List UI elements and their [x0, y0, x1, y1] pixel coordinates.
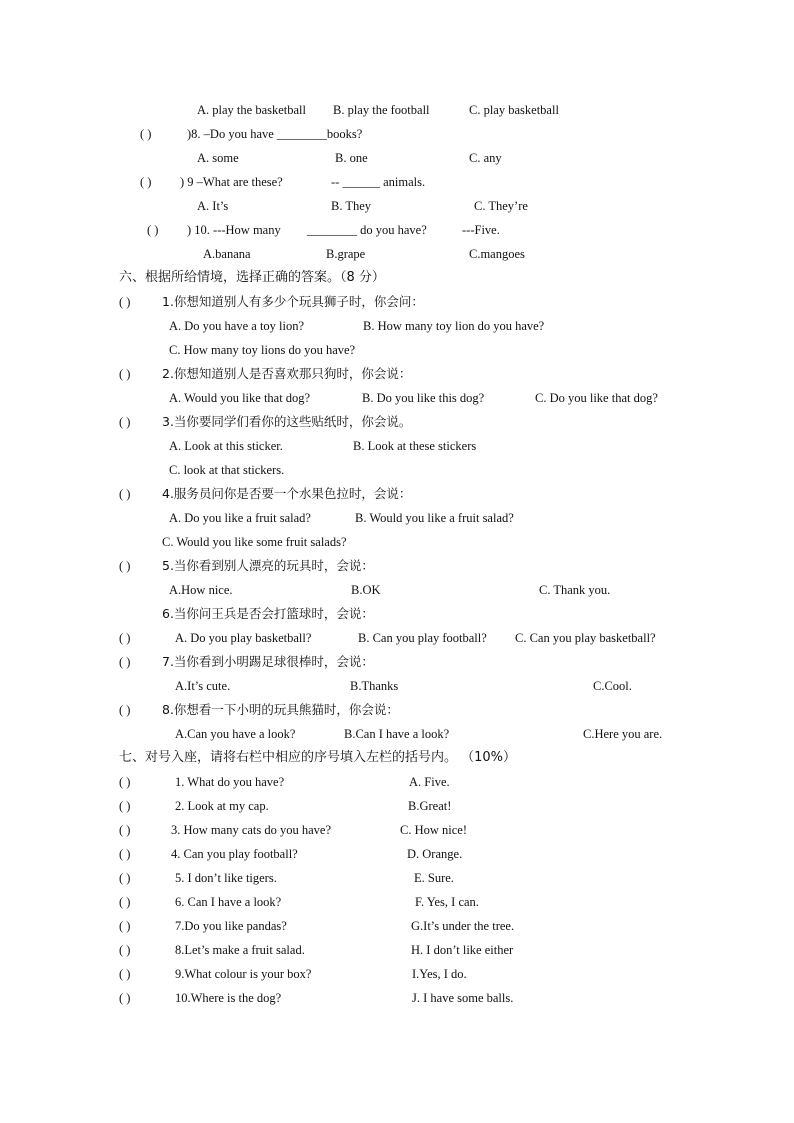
q9-option-b: B. They [331, 199, 372, 213]
part6-q7-prompt: 7.当你看到小明踢足球很棒时，会说： [162, 654, 374, 669]
part7-row1-left: 1. What do you have? [175, 775, 285, 789]
q10-stem: ) 10. ---How many [187, 223, 281, 237]
q8-option-a: A. some [197, 151, 239, 165]
part7-row3-right: C. How nice! [400, 823, 467, 837]
part7-row6-right: F. Yes, I can. [415, 895, 479, 909]
part6-q1-prompt: 1.你想知道别人有多少个玩具狮子时，你会问： [162, 294, 424, 309]
q7-option-b: B. play the football [333, 103, 430, 117]
part6-q8-prompt: 8.你想看一下小明的玩具熊猫时，你会说： [162, 702, 399, 717]
part7-row6-blank: ( ) [119, 895, 131, 909]
part7-row5-left: 5. I don’t like tigers. [175, 871, 277, 885]
part6-q2-option-c: C. Do you like that dog? [535, 391, 658, 405]
part7-row9-blank: ( ) [119, 967, 131, 981]
part7-row3-left: 3. How many cats do you have? [171, 823, 332, 837]
q9-answer-blank: ( ) [140, 175, 152, 189]
part6-q4-option-c: C. Would you like some fruit salads? [162, 535, 347, 549]
part7-row7-blank: ( ) [119, 919, 131, 933]
part7-heading: 七、对号入座，请将右栏中相应的序号填入左栏的括号内。 （10%） [119, 750, 517, 765]
part6-q5-option-a: A.How nice. [169, 583, 233, 597]
part6-q7-blank: ( ) [119, 655, 131, 669]
part6-q1-option-c: C. How many toy lions do you have? [169, 343, 356, 357]
part6-q5-option-c: C. Thank you. [539, 583, 611, 597]
part6-q1-option-a: A. Do you have a toy lion? [169, 319, 305, 333]
part7-row8-right: H. I don’t like either [411, 943, 514, 957]
part6-q7-option-a: A.It’s cute. [175, 679, 231, 693]
part7-row10-left: 10.Where is the dog? [175, 991, 282, 1005]
part6-q2-option-b: B. Do you like this dog? [362, 391, 485, 405]
part6-q4-blank: ( ) [119, 487, 131, 501]
part6-q2-option-a: A. Would you like that dog? [169, 391, 311, 405]
part6-q8-option-a: A.Can you have a look? [175, 727, 296, 741]
part6-q3-option-c: C. look at that stickers. [169, 463, 285, 477]
part6-q3-prompt: 3.当你要同学们看你的这些贴纸时，你会说。 [162, 414, 412, 429]
part7-row5-blank: ( ) [119, 871, 131, 885]
part6-q5-prompt: 5.当你看到别人漂亮的玩具时，会说： [162, 558, 374, 573]
q10-answer-blank: ( ) [147, 223, 159, 237]
q9-stem: ) 9 –What are these? [180, 175, 283, 189]
part7-row7-left: 7.Do you like pandas? [175, 919, 287, 933]
q10-stem-continued: ________ do you have? [307, 223, 427, 237]
part7-row2-blank: ( ) [119, 799, 131, 813]
part6-q4-option-a: A. Do you like a fruit salad? [169, 511, 311, 525]
part6-q6-option-b: B. Can you play football? [358, 631, 487, 645]
part7-row9-left: 9.What colour is your box? [175, 967, 312, 981]
part7-row8-blank: ( ) [119, 943, 131, 957]
part7-row9-right: I.Yes, I do. [412, 967, 467, 981]
part7-row1-blank: ( ) [119, 775, 131, 789]
q9-option-c: C. They’re [474, 199, 528, 213]
part6-q4-option-b: B. Would you like a fruit salad? [355, 511, 514, 525]
part6-q6-prompt: 6.当你问王兵是否会打篮球时，会说： [162, 606, 374, 621]
part6-q3-blank: ( ) [119, 415, 131, 429]
q10-reply: ---Five. [462, 223, 500, 237]
part6-q6-option-c: C. Can you play basketball? [515, 631, 656, 645]
part6-q6-option-a: A. Do you play basketball? [175, 631, 312, 645]
part7-row10-blank: ( ) [119, 991, 131, 1005]
part6-q2-blank: ( ) [119, 367, 131, 381]
part6-q5-blank: ( ) [119, 559, 131, 573]
part7-row2-left: 2. Look at my cap. [175, 799, 269, 813]
q8-stem: )8. –Do you have ________books? [187, 127, 363, 141]
part6-q3-option-a: A. Look at this sticker. [169, 439, 283, 453]
part7-row7-right: G.It’s under the tree. [411, 919, 515, 933]
part6-q8-option-c: C.Here you are. [583, 727, 663, 741]
part6-q8-option-b: B.Can I have a look? [344, 727, 450, 741]
q8-option-c: C. any [469, 151, 502, 165]
part6-q7-option-b: B.Thanks [350, 679, 399, 693]
part6-q5-option-b: B.OK [351, 583, 381, 597]
part7-row3-blank: ( ) [119, 823, 131, 837]
part7-row5-right: E. Sure. [414, 871, 454, 885]
q10-option-c: C.mangoes [469, 247, 525, 261]
part6-q8-blank: ( ) [119, 703, 131, 717]
part7-row2-right: B.Great! [408, 799, 452, 813]
q10-option-b: B.grape [326, 247, 366, 261]
part7-row4-blank: ( ) [119, 847, 131, 861]
part6-q6-blank: ( ) [119, 631, 131, 645]
part7-row8-left: 8.Let’s make a fruit salad. [175, 943, 305, 957]
q8-option-b: B. one [335, 151, 368, 165]
part6-q3-option-b: B. Look at these stickers [353, 439, 477, 453]
q9-reply: -- ______ animals. [331, 175, 426, 189]
part7-row4-left: 4. Can you play football? [171, 847, 298, 861]
q8-answer-blank: ( ) [140, 127, 152, 141]
q10-option-a: A.banana [203, 247, 251, 261]
part7-row10-right: J. I have some balls. [412, 991, 514, 1005]
part7-row6-left: 6. Can I have a look? [175, 895, 282, 909]
part6-q1-blank: ( ) [119, 295, 131, 309]
q7-option-c: C. play basketball [469, 103, 559, 117]
part6-q2-prompt: 2.你想知道别人是否喜欢那只狗时，你会说： [162, 366, 412, 381]
part6-q7-option-c: C.Cool. [593, 679, 632, 693]
q7-option-a: A. play the basketball [197, 103, 306, 117]
part6-heading: 六、根据所给情境，选择正确的答案。（8 分） [119, 270, 385, 285]
part6-q1-option-b: B. How many toy lion do you have? [363, 319, 545, 333]
part7-row1-right: A. Five. [409, 775, 450, 789]
q9-option-a: A. It’s [197, 199, 229, 213]
part6-q4-prompt: 4.服务员问你是否要一个水果色拉时，会说： [162, 486, 412, 501]
part7-row4-right: D. Orange. [407, 847, 463, 861]
